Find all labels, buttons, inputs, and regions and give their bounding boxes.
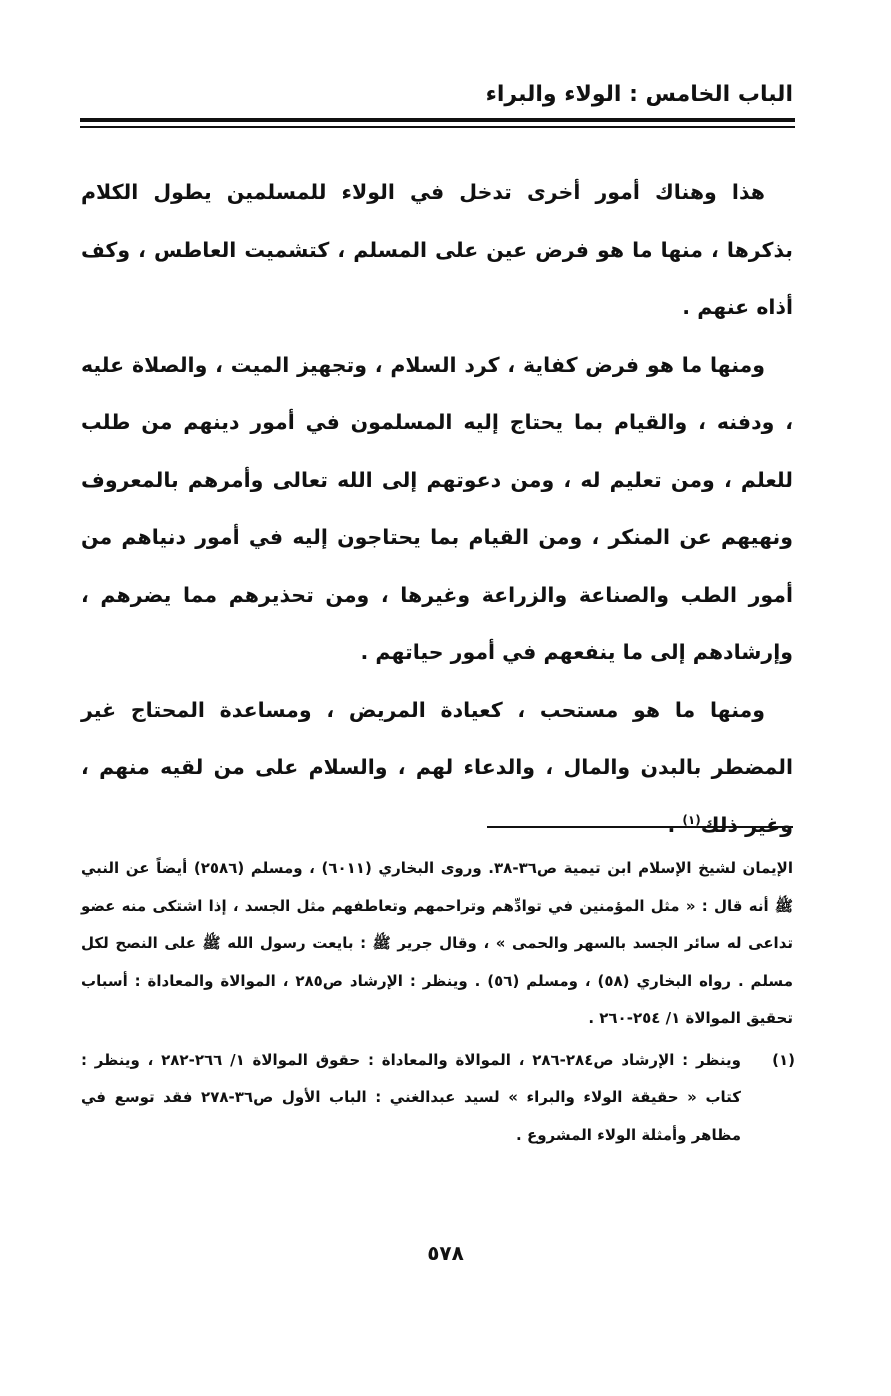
footnote-separator [487, 826, 793, 828]
running-header: الباب الخامس : الولاء والبراء [485, 82, 793, 107]
footnote-number: (١) [772, 1050, 795, 1069]
main-text [81, 164, 793, 854]
paragraph-3-text: ومنها ما هو مستحب ، كعيادة المريض ، ومساعدة المحتاج غير المضطر بالبدن والمال ، والدعاء لهم ، والسلام على من لقيه منهم ، وغير ذلك [81, 697, 793, 837]
footnote-text: وينظر : الإرشاد ص٢٨٤-٢٨٦ ، الموالاة والمعاداة : حقوق الموالاة ١/ ٢٦٦-٢٨٢ ، وينظر : كتاب « حقيقة الولاء والبراء » لسيد عبدالغني : الباب الأول ص٣٦-٢٧٨ فقد توسع في مظاهر وأمثلة الولاء المشروع . [81, 1050, 742, 1144]
paragraph-2: ومنها ما هو فرض كفاية ، كرد السلام ، وتجهيز الميت ، والصلاة عليه ، ودفنه ، والقيام بما يحتاج إليه المسلمون في أمور دينهم من طلب للعلم ، ومن تعليم له ، ومن دعوتهم إلى الله تعالى وأمرهم بالمعروف ونهيهم عن المنكر ، ومن القيام بما يحتاجون إليه في أمور دنياهم من أمور الطب والصناعة والزراعة وغيرها ، ومن تحذيرهم مما يضرهم ، وإرشادهم إلى ما ينفعهم في أمور حياتهم . [81, 352, 793, 664]
paragraph-1: هذا وهناك أمور أخرى تدخل في الولاء للمسلمين يطول الكلام بذكرها ، منها ما هو فرض عين على المسلم ، كتشميت العاطس ، وكف أذاه عنهم . [81, 180, 793, 319]
footnote-continued: الإيمان لشيخ الإسلام ابن تيمية ص٣٦-٣٨. وروى البخاري (٦٠١١) ، ومسلم (٢٥٨٦) أيضاً عن النبي ﷺ أنه قال : « مثل المؤمنين في توادِّهم وتراحمهم وتعاطفهم مثل الجسد ، إذا اشتكى منه عضو تداعى له سائر الجسد بالسهر والحمى » ، وقال جرير ﷺ : بايعت رسول الله ﷺ على النصح لكل مسلم . رواه البخاري (٥٨) ، ومسلم (٥٦) . وينظر : الإرشاد ص٢٨٥ ، الموالاة والمعاداة : أسباب تحقيق الموالاة ١/ ٢٥٤-٢٦٠ . [81, 859, 793, 1027]
header-rule-thin [80, 126, 795, 128]
footnote-1 [81, 1042, 793, 1155]
footnotes [81, 850, 793, 1154]
paragraph-3 [81, 682, 793, 855]
footnote-reference[interactable]: (١) [682, 812, 701, 827]
paragraph-3-closing: . [667, 812, 683, 837]
page-number: ٥٧٨ [427, 1241, 464, 1265]
header-rule-thick [80, 118, 795, 122]
